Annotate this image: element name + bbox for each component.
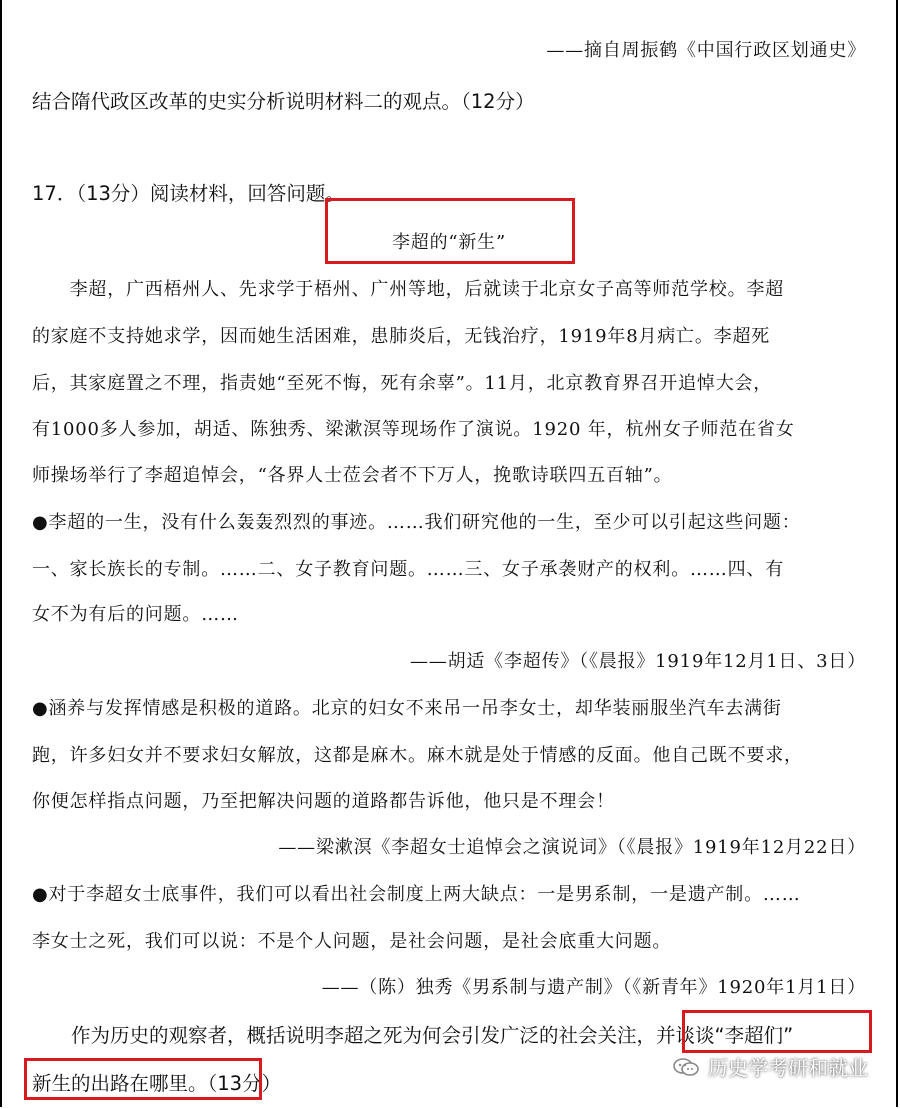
paragraph-line: 有1000多人参加，胡适、陈独秀、梁漱溟等现场作了演说。1920 年，杭州女子师范在省女 — [32, 419, 795, 440]
watermark-text: 历史学考研和就业 — [708, 1056, 868, 1080]
quote-liang-line: 跑，许多妇女并不要求妇女解放，这都是麻木。麻木就是处于情感的反面。他自己既不要求， — [32, 745, 803, 766]
wechat-icon — [672, 1057, 700, 1077]
question-17-heading: 17．（13分）阅读材料，回答问题。 — [32, 182, 345, 205]
highlight-box-question-end — [24, 1058, 262, 1100]
wechat-watermark — [672, 1052, 868, 1081]
quote-hu-shi-line: 女不为有后的问题。…… — [32, 604, 239, 625]
source-citation-zhou: ——摘自周振鹤《中国行政区划通史》 — [546, 40, 866, 61]
quote-liang-line: ●涵养与发挥情感是积极的道路。北京的妇女不来吊一吊李女士，却华装丽服坐汽车去满街 — [32, 698, 782, 719]
material-title: 李超的“新生” — [391, 232, 506, 253]
question-17-prompt-line: 新生的出路在哪里。（13分） — [32, 1072, 282, 1095]
paragraph-line: 李超，广西梧州人、先求学于梧州、广州等地，后就读于北京女子高等师范学校。李超 — [32, 279, 784, 300]
highlight-box-title — [325, 198, 575, 264]
paragraph-line: 后，其家庭置之不理，指责她“至死不悔，死有余辜”。11月，北京教育界召开追悼大会， — [32, 373, 773, 394]
paragraph-line: 师操场举行了李超追悼会，“各界人士莅会者不下万人，挽歌诗联四五百轴”。 — [32, 465, 673, 486]
quote-chen-line: 李女士之死，我们可以说：不是个人问题，是社会问题，是社会底重大问题。 — [32, 931, 672, 952]
quote-liang-source: ——梁漱溟《李超女士追悼会之演说词》（《晨报》1919年12月22日） — [278, 837, 866, 858]
quote-hu-shi-line: 一、家长族长的专制。……二、女子教育问题。……三、女子承袭财产的权利。……四、有 — [32, 559, 784, 580]
highlight-box-question — [682, 1010, 872, 1053]
quote-liang-line: 你便怎样指点问题，乃至把解决问题的道路都告诉他，他只是不理会！ — [32, 791, 615, 812]
question-16-subquestion: 结合隋代政区改革的史实分析说明材料二的观点。（12分） — [32, 90, 535, 113]
quote-chen-line: ●对于李超女士底事件，我们可以看出社会制度上两大缺点：一是男系制，一是遗产制。…… — [32, 884, 801, 905]
quote-hu-shi-line: ●李超的一生，没有什么轰轰烈烈的事迹。……我们研究他的一生，至少可以引起这些问题： — [32, 512, 801, 533]
quote-chen-source: ——（陈）独秀《男系制与遗产制》（《新青年》1920年1月1日） — [321, 977, 866, 998]
paragraph-line: 的家庭不支持她求学，因而她生活困难，患肺炎后，无钱治疗，1919年8月病亡。李超死 — [32, 326, 771, 347]
question-17-prompt-line: 作为历史的观察者，概括说明李超之死为何会引发广泛的社会关注，并谈谈“李超们” — [32, 1024, 794, 1047]
quote-hu-shi-source: ——胡适《李超传》（《晨报》1919年12月1日、3日） — [409, 651, 866, 672]
